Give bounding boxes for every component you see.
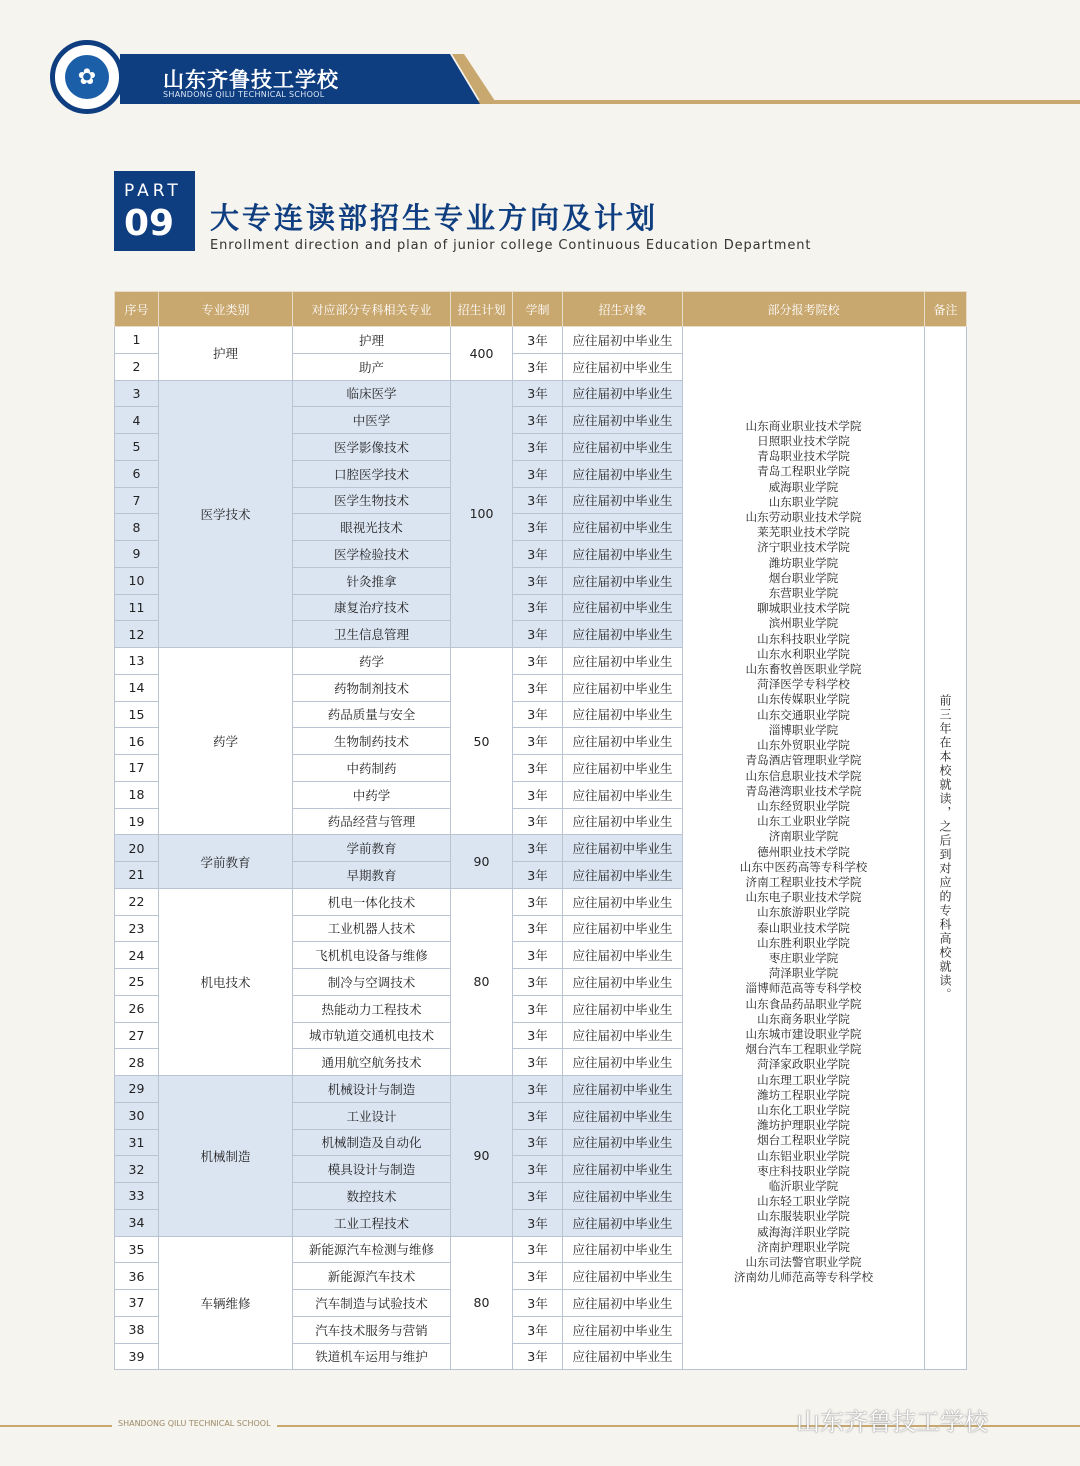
target-cell: 应往届初中毕业生 xyxy=(563,380,683,407)
school-item: 山东商务职业学院 xyxy=(757,1011,850,1026)
col-header: 招生计划 xyxy=(451,292,513,327)
category-cell: 车辆维修 xyxy=(159,1236,293,1370)
school-item: 山东传媒职业学院 xyxy=(757,692,850,707)
major-cell: 药学 xyxy=(293,648,451,675)
school-item: 山东司法警官职业学院 xyxy=(745,1255,862,1269)
plan-cell: 80 xyxy=(451,888,513,1075)
school-item: 潍坊工程职业学院 xyxy=(757,1087,850,1102)
row-number: 2 xyxy=(115,353,159,380)
target-cell: 应往届初中毕业生 xyxy=(563,460,683,487)
category-cell: 护理 xyxy=(159,327,293,381)
row-number: 22 xyxy=(115,888,159,915)
target-cell: 应往届初中毕业生 xyxy=(563,755,683,782)
school-item: 山东水利职业学院 xyxy=(757,646,850,661)
school-item: 山东劳动职业技术学院 xyxy=(745,510,862,525)
school-item: 济南职业学院 xyxy=(768,829,839,844)
school-logo xyxy=(50,40,124,114)
major-cell: 医学影像技术 xyxy=(293,434,451,461)
target-cell: 应往届初中毕业生 xyxy=(563,1156,683,1183)
row-number: 15 xyxy=(115,701,159,728)
col-header: 部分报考院校 xyxy=(683,292,925,327)
row-number: 11 xyxy=(115,594,159,621)
target-cell: 应往届初中毕业生 xyxy=(563,835,683,862)
school-item: 潍坊护理职业学院 xyxy=(757,1118,850,1133)
row-number: 35 xyxy=(115,1236,159,1263)
major-cell: 机电一体化技术 xyxy=(293,888,451,915)
school-item: 菏泽职业学院 xyxy=(768,966,839,981)
target-cell: 应往届初中毕业生 xyxy=(563,1183,683,1210)
plan-cell: 80 xyxy=(451,1236,513,1370)
col-header: 学制 xyxy=(513,292,563,327)
school-item: 山东服装职业学院 xyxy=(757,1209,850,1224)
duration-cell: 3年 xyxy=(513,1022,563,1049)
major-cell: 工业工程技术 xyxy=(293,1209,451,1236)
row-number: 3 xyxy=(115,380,159,407)
school-item: 莱芜职业技术学院 xyxy=(757,525,850,540)
target-cell: 应往届初中毕业生 xyxy=(563,701,683,728)
enrollment-table xyxy=(114,291,967,1370)
school-item: 济南幼儿师范高等专科学校 xyxy=(733,1270,874,1285)
school-item: 山东商业职业技术学院 xyxy=(745,418,862,433)
school-item: 滨州职业学院 xyxy=(768,616,839,631)
duration-cell: 3年 xyxy=(513,514,563,541)
major-cell: 眼视光技术 xyxy=(293,514,451,541)
duration-cell: 3年 xyxy=(513,862,563,889)
school-item: 山东信息职业技术学院 xyxy=(745,768,862,783)
school-item: 菏泽医学专科学校 xyxy=(757,677,850,692)
row-number: 31 xyxy=(115,1129,159,1156)
duration-cell: 3年 xyxy=(513,1129,563,1156)
major-cell: 机械制造及自动化 xyxy=(293,1129,451,1156)
school-item: 山东交通职业学院 xyxy=(757,707,850,722)
major-cell: 新能源汽车检测与维修 xyxy=(293,1236,451,1263)
major-cell: 汽车技术服务与营销 xyxy=(293,1316,451,1343)
major-cell: 药物制剂技术 xyxy=(293,674,451,701)
target-cell: 应往届初中毕业生 xyxy=(563,1316,683,1343)
school-item: 淄博师范高等专科学校 xyxy=(745,981,862,996)
duration-cell: 3年 xyxy=(513,1263,563,1290)
school-item: 聊城职业技术学院 xyxy=(757,601,850,616)
duration-cell: 3年 xyxy=(513,835,563,862)
target-cell: 应往届初中毕业生 xyxy=(563,781,683,808)
note-cell xyxy=(925,327,967,1370)
row-number: 21 xyxy=(115,862,159,889)
duration-cell: 3年 xyxy=(513,808,563,835)
duration-cell: 3年 xyxy=(513,353,563,380)
major-cell: 口腔医学技术 xyxy=(293,460,451,487)
school-item: 山东城市建设职业学院 xyxy=(745,1026,862,1041)
school-item: 山东中医药高等专科学校 xyxy=(739,859,868,874)
school-item: 山东工业职业学院 xyxy=(757,814,850,829)
duration-cell: 3年 xyxy=(513,781,563,808)
plan-cell: 90 xyxy=(451,835,513,889)
target-cell: 应往届初中毕业生 xyxy=(563,674,683,701)
target-cell: 应往届初中毕业生 xyxy=(563,1236,683,1263)
col-header: 备注 xyxy=(925,292,967,327)
school-name-en: SHANDONG QILU TECHNICAL SCHOOL xyxy=(163,90,325,99)
target-cell: 应往届初中毕业生 xyxy=(563,353,683,380)
duration-cell: 3年 xyxy=(513,1156,563,1183)
target-cell: 应往届初中毕业生 xyxy=(563,407,683,434)
target-cell: 应往届初中毕业生 xyxy=(563,1343,683,1370)
row-number: 24 xyxy=(115,942,159,969)
school-item: 山东科技职业学院 xyxy=(757,631,850,646)
row-number: 20 xyxy=(115,835,159,862)
row-number: 4 xyxy=(115,407,159,434)
row-number: 29 xyxy=(115,1076,159,1103)
target-cell: 应往届初中毕业生 xyxy=(563,541,683,568)
school-item: 山东外贸职业学院 xyxy=(757,738,850,753)
category-cell: 学前教育 xyxy=(159,835,293,889)
row-number: 16 xyxy=(115,728,159,755)
col-header: 对应部分专科相关专业 xyxy=(293,292,451,327)
duration-cell: 3年 xyxy=(513,434,563,461)
school-item: 青岛职业技术学院 xyxy=(757,449,850,464)
target-cell: 应往届初中毕业生 xyxy=(563,728,683,755)
school-item: 山东经贸职业学院 xyxy=(757,798,850,813)
target-cell: 应往届初中毕业生 xyxy=(563,434,683,461)
target-cell: 应往届初中毕业生 xyxy=(563,1290,683,1317)
school-item: 山东电子职业技术学院 xyxy=(745,890,862,905)
school-item: 淄博职业学院 xyxy=(768,722,839,737)
school-item: 山东食品药品职业学院 xyxy=(745,996,862,1011)
duration-cell: 3年 xyxy=(513,915,563,942)
row-number: 5 xyxy=(115,434,159,461)
major-cell: 医学生物技术 xyxy=(293,487,451,514)
school-item: 山东畜牧兽医职业学院 xyxy=(745,662,862,677)
target-cell: 应往届初中毕业生 xyxy=(563,487,683,514)
duration-cell: 3年 xyxy=(513,1209,563,1236)
major-cell: 药品质量与安全 xyxy=(293,701,451,728)
school-item: 青岛酒店管理职业学院 xyxy=(745,753,862,768)
major-cell: 卫生信息管理 xyxy=(293,621,451,648)
note-text: 前三年在本校就读，之后到对应的专科高校就读。 xyxy=(938,694,952,1003)
major-cell: 临床医学 xyxy=(293,380,451,407)
school-item: 青岛港湾职业技术学院 xyxy=(745,783,862,798)
part-badge xyxy=(114,171,195,251)
major-cell: 药品经营与管理 xyxy=(293,808,451,835)
footer-school-en: SHANDONG QILU TECHNICAL SCHOOL xyxy=(112,1419,277,1428)
school-item: 山东旅游职业学院 xyxy=(757,905,850,920)
target-cell: 应往届初中毕业生 xyxy=(563,1022,683,1049)
row-number: 34 xyxy=(115,1209,159,1236)
target-cell: 应往届初中毕业生 xyxy=(563,942,683,969)
major-cell: 中药学 xyxy=(293,781,451,808)
school-item: 山东化工职业学院 xyxy=(757,1102,850,1117)
school-item: 菏泽家政职业学院 xyxy=(757,1057,850,1072)
duration-cell: 3年 xyxy=(513,995,563,1022)
major-cell: 数控技术 xyxy=(293,1183,451,1210)
row-number: 17 xyxy=(115,755,159,782)
major-cell: 康复治疗技术 xyxy=(293,594,451,621)
watermark: 山东齐鲁技工学校 xyxy=(796,1408,988,1436)
lotus-icon: ✿ xyxy=(65,55,109,99)
row-number: 12 xyxy=(115,621,159,648)
duration-cell: 3年 xyxy=(513,1183,563,1210)
row-number: 6 xyxy=(115,460,159,487)
school-item: 山东胜利职业学院 xyxy=(757,935,850,950)
row-number: 36 xyxy=(115,1263,159,1290)
major-cell: 制冷与空调技术 xyxy=(293,969,451,996)
major-cell: 医学检验技术 xyxy=(293,541,451,568)
school-item: 济宁职业技术学院 xyxy=(757,540,850,555)
duration-cell: 3年 xyxy=(513,594,563,621)
duration-cell: 3年 xyxy=(513,942,563,969)
duration-cell: 3年 xyxy=(513,1316,563,1343)
duration-cell: 3年 xyxy=(513,380,563,407)
major-cell: 工业机器人技术 xyxy=(293,915,451,942)
duration-cell: 3年 xyxy=(513,407,563,434)
target-cell: 应往届初中毕业生 xyxy=(563,1129,683,1156)
row-number: 30 xyxy=(115,1102,159,1129)
part-number: 09 xyxy=(124,203,175,244)
school-item: 烟台汽车工程职业学院 xyxy=(745,1042,862,1057)
target-cell: 应往届初中毕业生 xyxy=(563,1209,683,1236)
table-row xyxy=(115,327,967,354)
school-item: 烟台职业学院 xyxy=(768,570,839,585)
row-number: 27 xyxy=(115,1022,159,1049)
major-cell: 生物制药技术 xyxy=(293,728,451,755)
col-header: 专业类别 xyxy=(159,292,293,327)
table-body xyxy=(115,327,967,1370)
school-item: 济南工程职业技术学院 xyxy=(745,874,862,889)
row-number: 9 xyxy=(115,541,159,568)
major-cell: 中医学 xyxy=(293,407,451,434)
row-number: 28 xyxy=(115,1049,159,1076)
duration-cell: 3年 xyxy=(513,567,563,594)
target-cell: 应往届初中毕业生 xyxy=(563,648,683,675)
school-name-cn: 山东齐鲁技工学校 xyxy=(163,68,339,92)
schools-cell xyxy=(683,327,925,1370)
duration-cell: 3年 xyxy=(513,1102,563,1129)
category-cell: 药学 xyxy=(159,648,293,835)
table-header-row xyxy=(115,292,967,327)
major-cell: 学前教育 xyxy=(293,835,451,862)
major-cell: 城市轨道交通机电技术 xyxy=(293,1022,451,1049)
category-cell: 机电技术 xyxy=(159,888,293,1075)
duration-cell: 3年 xyxy=(513,755,563,782)
duration-cell: 3年 xyxy=(513,674,563,701)
major-cell: 中药制药 xyxy=(293,755,451,782)
target-cell: 应往届初中毕业生 xyxy=(563,567,683,594)
row-number: 39 xyxy=(115,1343,159,1370)
major-cell: 护理 xyxy=(293,327,451,354)
page-subtitle: Enrollment direction and plan of junior college Continuous Education Department xyxy=(210,238,812,253)
category-cell: 医学技术 xyxy=(159,380,293,648)
school-item: 泰山职业技术学院 xyxy=(757,920,850,935)
target-cell: 应往届初中毕业生 xyxy=(563,1049,683,1076)
target-cell: 应往届初中毕业生 xyxy=(563,327,683,354)
plan-cell: 100 xyxy=(451,380,513,648)
school-item: 山东理工职业学院 xyxy=(757,1072,850,1087)
page-title: 大专连读部招生专业方向及计划 xyxy=(210,201,659,235)
row-number: 26 xyxy=(115,995,159,1022)
target-cell: 应往届初中毕业生 xyxy=(563,888,683,915)
plan-cell: 50 xyxy=(451,648,513,835)
duration-cell: 3年 xyxy=(513,1049,563,1076)
row-number: 18 xyxy=(115,781,159,808)
row-number: 25 xyxy=(115,969,159,996)
row-number: 1 xyxy=(115,327,159,354)
duration-cell: 3年 xyxy=(513,621,563,648)
school-item: 德州职业技术学院 xyxy=(757,844,850,859)
school-item: 济南护理职业学院 xyxy=(757,1239,850,1254)
major-cell: 新能源汽车技术 xyxy=(293,1263,451,1290)
target-cell: 应往届初中毕业生 xyxy=(563,862,683,889)
row-number: 14 xyxy=(115,674,159,701)
part-label: PART xyxy=(124,181,182,201)
row-number: 23 xyxy=(115,915,159,942)
target-cell: 应往届初中毕业生 xyxy=(563,808,683,835)
major-cell: 模具设计与制造 xyxy=(293,1156,451,1183)
row-number: 7 xyxy=(115,487,159,514)
row-number: 37 xyxy=(115,1290,159,1317)
duration-cell: 3年 xyxy=(513,327,563,354)
row-number: 33 xyxy=(115,1183,159,1210)
plan-cell: 90 xyxy=(451,1076,513,1237)
duration-cell: 3年 xyxy=(513,728,563,755)
school-item: 潍坊职业学院 xyxy=(768,555,839,570)
col-header: 序号 xyxy=(115,292,159,327)
target-cell: 应往届初中毕业生 xyxy=(563,621,683,648)
school-item: 山东铝业职业学院 xyxy=(757,1148,850,1163)
major-cell: 机械设计与制造 xyxy=(293,1076,451,1103)
school-item: 枣庄科技职业学院 xyxy=(757,1163,850,1178)
duration-cell: 3年 xyxy=(513,460,563,487)
row-number: 32 xyxy=(115,1156,159,1183)
row-number: 8 xyxy=(115,514,159,541)
school-item: 临沂职业学院 xyxy=(768,1178,839,1193)
target-cell: 应往届初中毕业生 xyxy=(563,514,683,541)
duration-cell: 3年 xyxy=(513,1236,563,1263)
school-item: 山东轻工职业学院 xyxy=(757,1194,850,1209)
duration-cell: 3年 xyxy=(513,541,563,568)
major-cell: 通用航空航务技术 xyxy=(293,1049,451,1076)
target-cell: 应往届初中毕业生 xyxy=(563,1263,683,1290)
plan-cell: 400 xyxy=(451,327,513,381)
major-cell: 热能动力工程技术 xyxy=(293,995,451,1022)
duration-cell: 3年 xyxy=(513,888,563,915)
target-cell: 应往届初中毕业生 xyxy=(563,1102,683,1129)
major-cell: 汽车制造与试验技术 xyxy=(293,1290,451,1317)
major-cell: 助产 xyxy=(293,353,451,380)
major-cell: 铁道机车运用与维护 xyxy=(293,1343,451,1370)
major-cell: 早期教育 xyxy=(293,862,451,889)
major-cell: 工业设计 xyxy=(293,1102,451,1129)
row-number: 38 xyxy=(115,1316,159,1343)
duration-cell: 3年 xyxy=(513,487,563,514)
duration-cell: 3年 xyxy=(513,1290,563,1317)
school-item: 山东职业学院 xyxy=(768,494,839,509)
target-cell: 应往届初中毕业生 xyxy=(563,995,683,1022)
target-cell: 应往届初中毕业生 xyxy=(563,969,683,996)
school-item: 青岛工程职业学院 xyxy=(757,464,850,479)
row-number: 10 xyxy=(115,567,159,594)
target-cell: 应往届初中毕业生 xyxy=(563,915,683,942)
row-number: 13 xyxy=(115,648,159,675)
target-cell: 应往届初中毕业生 xyxy=(563,594,683,621)
school-item: 烟台工程职业学院 xyxy=(757,1133,850,1148)
duration-cell: 3年 xyxy=(513,1076,563,1103)
category-cell: 机械制造 xyxy=(159,1076,293,1237)
major-cell: 飞机机电设备与维修 xyxy=(293,942,451,969)
duration-cell: 3年 xyxy=(513,1343,563,1370)
duration-cell: 3年 xyxy=(513,701,563,728)
school-item: 枣庄职业学院 xyxy=(768,950,839,965)
school-item: 东营职业学院 xyxy=(768,586,839,601)
major-cell: 针灸推拿 xyxy=(293,567,451,594)
target-cell: 应往届初中毕业生 xyxy=(563,1076,683,1103)
school-item: 日照职业技术学院 xyxy=(757,434,850,449)
row-number: 19 xyxy=(115,808,159,835)
col-header: 招生对象 xyxy=(563,292,683,327)
duration-cell: 3年 xyxy=(513,969,563,996)
school-item: 威海海洋职业学院 xyxy=(757,1224,850,1239)
duration-cell: 3年 xyxy=(513,648,563,675)
school-item: 威海职业学院 xyxy=(768,479,839,494)
